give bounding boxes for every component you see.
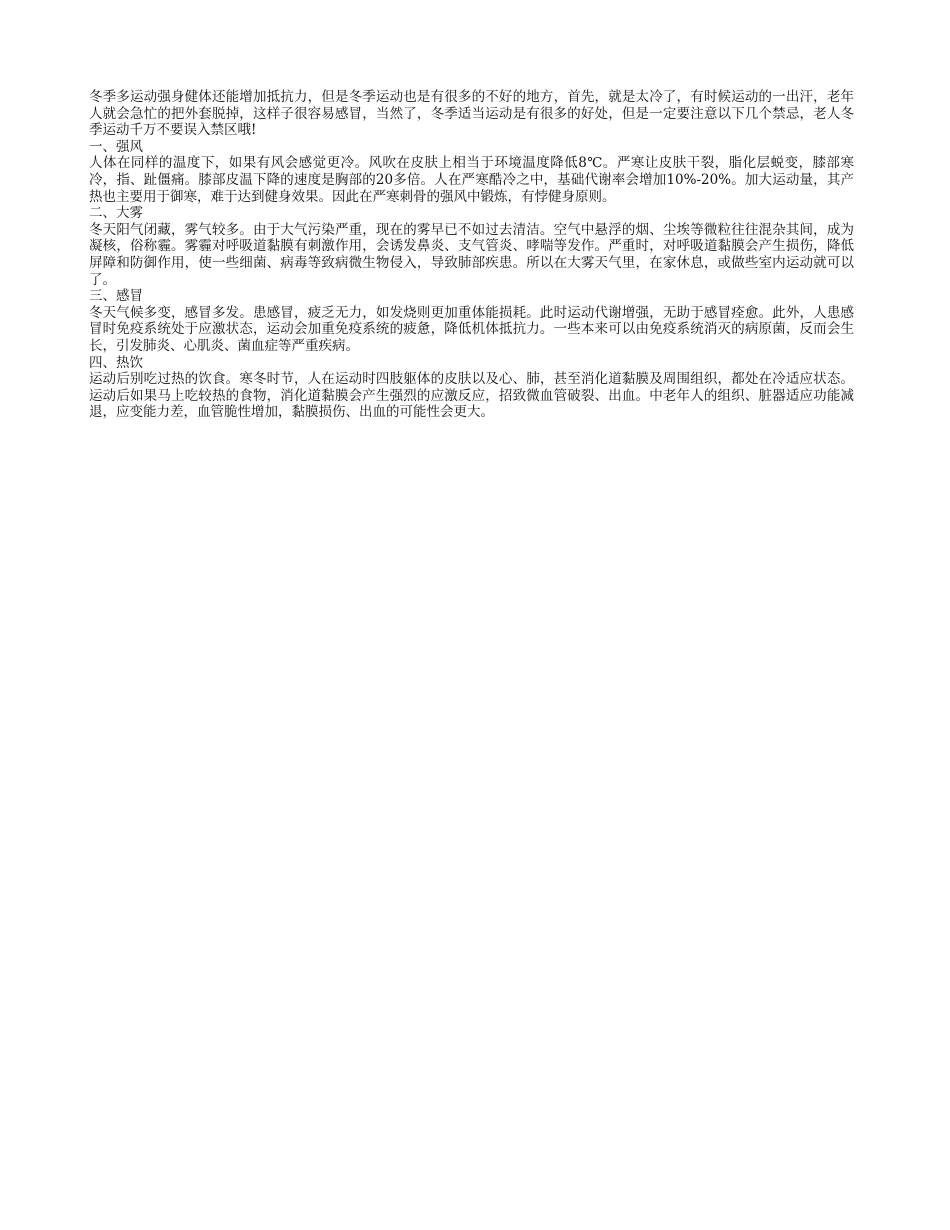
section-heading: 二、大雾 — [89, 205, 143, 222]
section-heading: 四、热饮 — [89, 354, 143, 371]
section-body: 冬天阳气闭藏，雾气较多。由于大气污染严重，现在的雾早已不如过去清洁。空气中悬浮的烟、尘埃等微粒往往混杂其间，成为凝核，俗称霾。雾霾对呼吸道黏膜有刺激作用，会诱发鼻炎、支气管炎、哮喘等发作。严重时，对呼吸道黏膜会产生损伤，降低屏障和防御作用，使一些细菌、病毒等致病微生物侵入，导致肺部疾患。所以在大雾天气里，在家休息，或做些室内运动就可以了。 — [89, 221, 854, 288]
section-heading: 一、强风 — [89, 138, 143, 155]
section-cold — [89, 288, 854, 354]
section-hot-drinks — [89, 355, 854, 421]
section-heavy-fog — [89, 205, 854, 288]
intro-paragraph: 冬季多运动强身健体还能增加抵抗力，但是冬季运动也是有很多的不好的地方，首先，就是太冷了，有时候运动的一出汗，老年人就会急忙的把外套脱掉，这样子很容易感冒，当然了，冬季适当运动是有很多的好处，但是一定要注意以下几个禁忌，老人冬季运动千万不要误入禁区哦! — [89, 89, 854, 139]
section-strong-wind — [89, 139, 854, 205]
section-body: 冬天气候多变，感冒多发。患感冒，疲乏无力，如发烧则更加重体能损耗。此时运动代谢增强，无助于感冒痊愈。此外，人患感冒时免疫系统处于应激状态，运动会加重免疫系统的疲惫，降低机体抵抗力。一些本来可以由免疫系统消灭的病原菌，反而会生长，引发肺炎、心肌炎、菌血症等严重疾病。 — [89, 304, 854, 354]
document-page — [89, 89, 854, 421]
section-heading: 三、感冒 — [89, 288, 143, 305]
section-body: 人体在同样的温度下，如果有风会感觉更冷。风吹在皮肤上相当于环境温度降低8℃。严寒让皮肤干裂，脂化层蜕变，膝部寒冷，指、趾僵痛。膝部皮温下降的速度是胸部的20多倍。人在严寒酷冷之中，基础代谢率会增加10%-20%。加大运动量，其产热也主要用于御寒，难于达到健身效果。因此在严寒刺骨的强风中锻炼，有悖健身原则。 — [89, 155, 854, 205]
section-body: 运动后别吃过热的饮食。寒冬时节，人在运动时四肢躯体的皮肤以及心、肺，甚至消化道黏膜及周围组织，都处在冷适应状态。运动后如果马上吃较热的食物，消化道黏膜会产生强烈的应激反应，招致微血管破裂、出血。中老年人的组织、脏器适应功能减退，应变能力差，血管脆性增加，黏膜损伤、出血的可能性会更大。 — [89, 371, 854, 421]
